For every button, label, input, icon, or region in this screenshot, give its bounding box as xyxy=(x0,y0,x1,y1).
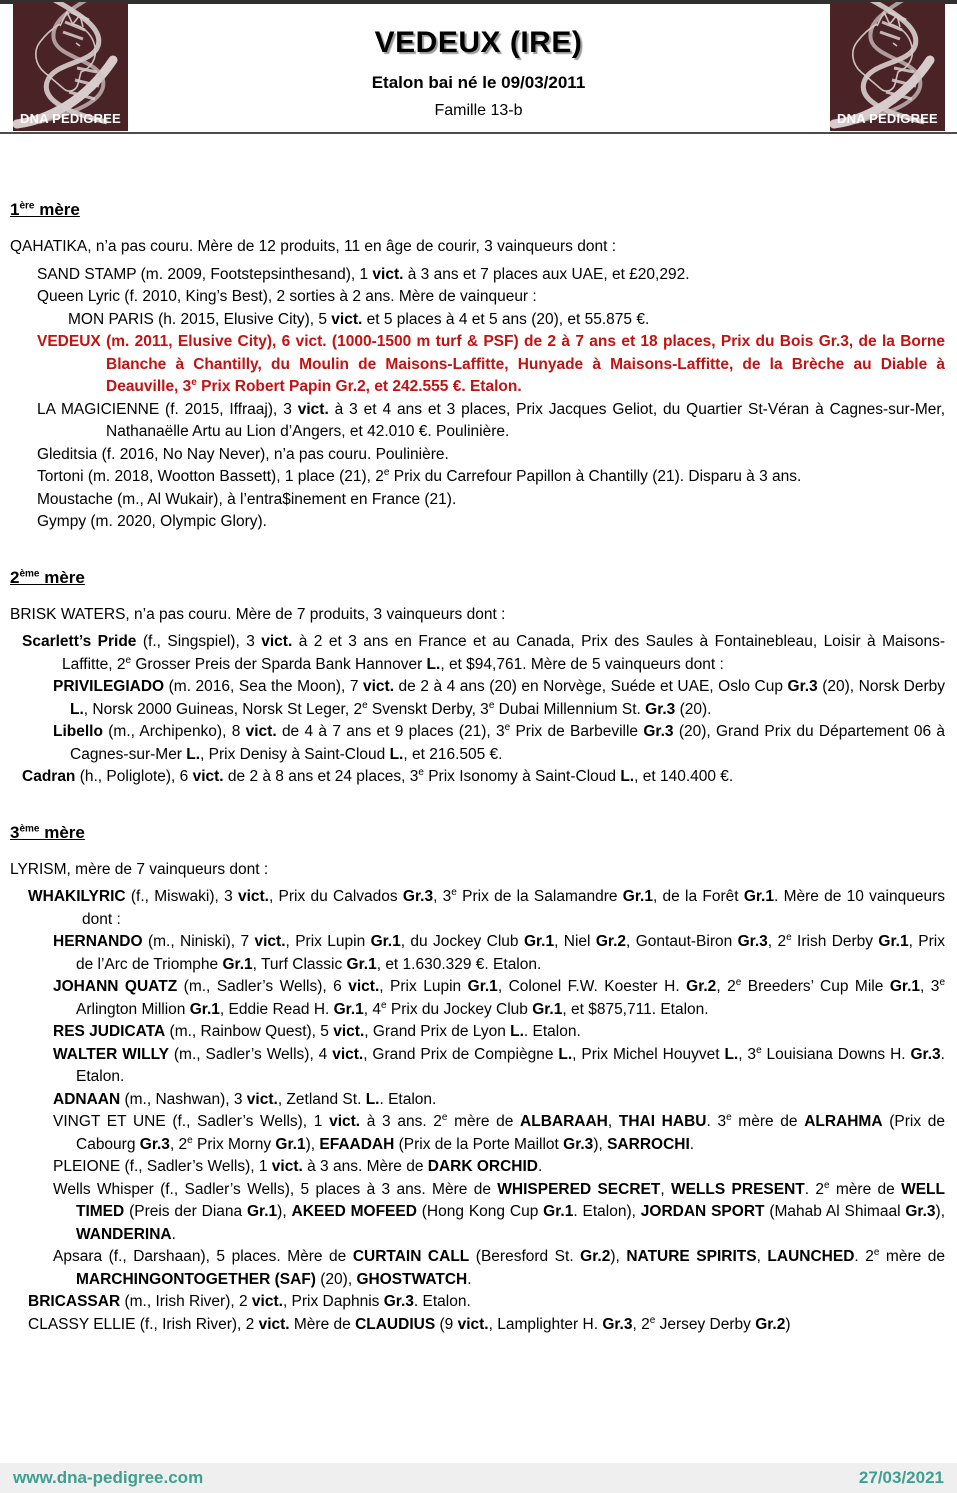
section-3eme-mere-heading: 3ème mère xyxy=(10,822,85,842)
dam-intro: QAHATIKA, n’a pas couru. Mère de 12 produits, 11 en âge de courir, 3 vainqueurs dont : xyxy=(10,238,616,255)
pedigree-entry: ADNAAN (m., Nashwan), 3 vict., Zetland St. L.. Etalon. xyxy=(53,1090,437,1108)
dam-intro: LYRISM, mère de 7 vainqueurs dont : xyxy=(10,860,269,878)
footer-date: 27/03/2021 xyxy=(858,1468,944,1487)
family-label: Famille 13-b xyxy=(434,102,523,119)
dna-pedigree-logo xyxy=(830,2,945,131)
pedigree-entry: CLASSY ELLIE (f., Irish River), 2 vict. Mère de CLAUDIUS (9 vict., Lamplighter H. Gr.3, 2e Jersey Derby Gr.2) xyxy=(28,1314,791,1333)
pedigree-entry: Cadran (h., Poliglote), 6 vict. de 2 à 8 ans et 24 places, 3e Prix Isonomy à Saint-Cloud L., et 140.400 €. xyxy=(22,766,734,785)
subject-horse-entry: VEDEUX (m. 2011, Elusive City), 6 vict. (1000-1500 m turf & PSF) de 2 à 7 ans et 18 places, Prix du Bois Gr.3, de la Borne Blanche à Chantilly, du Moulin de Maisons-Laffitte, Hunyade à Maisons-Laffitte, de la Brèche au Diable à Deauville, 3e Prix Robert Papin Gr.2, et 242.555 €. Etalon. xyxy=(37,333,945,395)
document-header xyxy=(0,4,957,134)
section-3eme-mere xyxy=(0,823,945,1337)
pedigree-entry: VINGT ET UNE (f., Sadler’s Wells), 1 vict. à 3 ans. 2e mère de ALBARAAH, THAI HABU. 3e mère de ALRAHMA (Prix de Cabourg Gr.3, 2e Prix Morny Gr.1), EFAADAH (Prix de la Porte Maillot Gr.3), SARROCHI. xyxy=(53,1111,945,1153)
section-2eme-mere-heading: 2ème mère xyxy=(10,567,85,587)
pedigree-entry: PLEIONE (f., Sadler’s Wells), 1 vict. à 3 ans. Mère de DARK ORCHID. xyxy=(53,1158,543,1175)
pedigree-entry: Queen Lyric (f. 2010, King’s Best), 2 sorties à 2 ans. Mère de vainqueur : xyxy=(37,288,537,305)
pedigree-entry: HERNANDO (m., Niniski), 7 vict., Prix Lupin Gr.1, du Jockey Club Gr.1, Niel Gr.2, Gontaut-Biron Gr.3, 2e Irish Derby Gr.1, Prix de l’Arc de Triomphe Gr.1, Turf Classic Gr.1, et 1.630.329 €. Etalon. xyxy=(53,931,945,973)
pedigree-entry: LA MAGICIENNE (f. 2015, Iffraaj), 3 vict. à 3 et 4 ans et 3 places, Prix Jacques Geliot, du Quartier St-Véran à Cagnes-sur-Mer, Nathanaëlle Artu au Lion d’Angers, et 42.010 €. Poulinière. xyxy=(37,400,945,440)
section-1ere-mere xyxy=(0,200,945,534)
pedigree-entry: Tortoni (m. 2018, Wootton Bassett), 1 place (21), 2e Prix du Carrefour Papillon à Chantilly (21). Disparu à 3 ans. xyxy=(37,466,802,485)
pedigree-entry: Apsara (f., Darshaan), 5 places. Mère de CURTAIN CALL (Beresford St. Gr.2), NATURE SPIRITS, LAUNCHED. 2e mère de MARCHINGONTOGETHER (SAF) (20), GHOSTWATCH. xyxy=(53,1246,946,1288)
pedigree-entry: JOHANN QUATZ (m., Sadler’s Wells), 6 vict., Prix Lupin Gr.1, Colonel F.W. Koester H. Gr.2, 2e Breeders’ Cup Mile Gr.1, 3e Arlington Million Gr.1, Eddie Read H. Gr.1, 4e Prix du Jockey Club Gr.1, et $875,711. Etalon. xyxy=(53,976,945,1018)
section-1ere-mere-heading: 1ère mère xyxy=(10,200,80,219)
pedigree-entry: Scarlett’s Pride (f., Singspiel), 3 vict. à 2 et 3 ans en France et au Canada, Prix des Saules à Fontainebleau, Loisir à Maisons-Laffitte, 2e Grosser Preis der Sparda Bank Hannover L., et $94,761. Mère de 5 vainqueurs dont : xyxy=(22,633,945,673)
pedigree-entry: Libello (m., Archipenko), 8 vict. de 4 à 7 ans et 9 places (21), 3e Prix de Barbeville Gr.3 (20), Grand Prix du Département 06 à Cagnes-sur-Mer L., Prix Denisy à Saint-Cloud L., et 216.505 €. xyxy=(53,721,945,763)
pedigree-entry: Wells Whisper (f., Sadler’s Wells), 5 places à 3 ans. Mère de WHISPERED SECRET, WELLS PRESENT. 2e mère de WELL TIMED (Preis der Diana Gr.1), AKEED MOFEED (Hong Kong Cup Gr.1. Etalon), JORDAN SPORT (Mahab Al Shimaal Gr.3), WANDERINA. xyxy=(53,1179,946,1243)
pedigree-entry: Moustache (m., Al Wukair), à l’entra$inement en France (21). xyxy=(37,490,457,508)
footer-bar xyxy=(0,1463,957,1493)
pedigree-entry: MON PARIS (h. 2015, Elusive City), 5 vict. et 5 places à 4 et 5 ans (20), et 55.875 €. xyxy=(68,310,650,328)
pedigree-entry: SAND STAMP (m. 2009, Footstepsinthesand), 1 vict. à 3 ans et 7 places aux UAE, et £20,292. xyxy=(37,265,690,283)
pedigree-entry: WALTER WILLY (m., Sadler’s Wells), 4 vict., Grand Prix de Compiègne L., Prix Michel Houyvet L., 3e Louisiana Downs H. Gr.3. Etalon. xyxy=(53,1044,945,1085)
pedigree-entry: WHAKILYRIC (f., Miswaki), 3 vict., Prix du Calvados Gr.3, 3e Prix de la Salamandre Gr.1, de la Forêt Gr.1. Mère de 10 vainqueurs dont : xyxy=(28,886,946,928)
section-2eme-mere xyxy=(0,568,945,789)
page-title: VEDEUX (IRE) xyxy=(374,26,583,59)
pedigree-entry: PRIVILEGIADO (m. 2016, Sea the Moon), 7 vict. de 2 à 4 ans (20) en Norvège, Suéde et UAE, Oslo Cup Gr.3 (20), Norsk Derby L., Norsk 2000 Guineas, Norsk St Leger, 2e Svenskt Derby, 3e Dubai Millennium St. Gr.3 (20). xyxy=(53,678,945,718)
logo-wordmark: DNA PEDIGREE xyxy=(837,111,938,126)
document-body xyxy=(0,200,957,1336)
dam-intro: BRISK WATERS, n’a pas couru. Mère de 7 produits, 3 vainqueurs dont : xyxy=(10,605,506,623)
pedigree-entry: Gleditsia (f. 2016, No Nay Never), n’a pas couru. Poulinière. xyxy=(37,445,449,463)
horse-subtitle: Etalon bai né le 09/03/2011 xyxy=(371,73,586,92)
pedigree-entry: BRICASSAR (m., Irish River), 2 vict., Prix Daphnis Gr.3. Etalon. xyxy=(28,1293,471,1310)
pedigree-entry: RES JUDICATA (m., Rainbow Quest), 5 vict., Grand Prix de Lyon L.. Etalon. xyxy=(53,1023,581,1040)
dna-pedigree-logo xyxy=(13,2,128,131)
footer-website: www.dna-pedigree.com xyxy=(13,1468,204,1487)
logo-wordmark: DNA PEDIGREE xyxy=(20,111,121,126)
pedigree-entry: Gympy (m. 2020, Olympic Glory). xyxy=(37,513,267,530)
